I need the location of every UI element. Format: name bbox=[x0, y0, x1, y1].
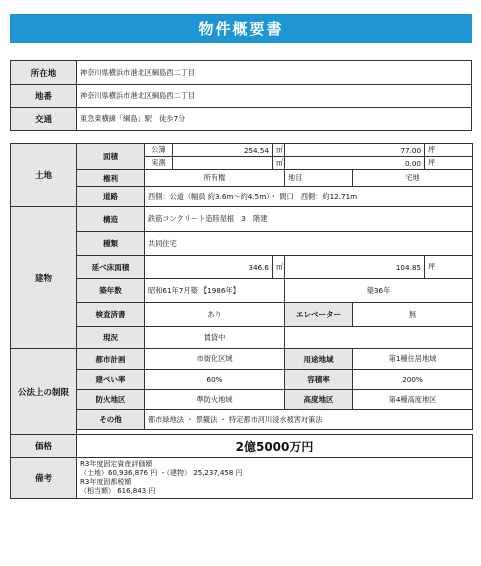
land-koubo-m2-unit: ㎡ bbox=[273, 144, 285, 157]
regulation-zoning-value: 第1種住居地域 bbox=[353, 349, 473, 370]
regulation-city-plan-label: 都市計画 bbox=[77, 349, 145, 370]
regulation-city-plan-value: 市街化区域 bbox=[145, 349, 285, 370]
building-status-label: 現況 bbox=[77, 327, 145, 349]
building-status-blank bbox=[285, 327, 473, 349]
building-structure-label: 構造 bbox=[77, 207, 145, 232]
building-type-value: 共同住宅 bbox=[145, 232, 473, 256]
land-jissoku-m2 bbox=[173, 157, 273, 170]
regulation-bcr-value: 60% bbox=[145, 370, 285, 390]
basic-info-table bbox=[10, 60, 472, 131]
transport-label: 交通 bbox=[11, 108, 77, 131]
remarks-line-3: R3年度固都税額 bbox=[80, 478, 132, 486]
remarks-label: 備考 bbox=[11, 458, 77, 499]
land-rights-label: 権利 bbox=[77, 170, 145, 187]
building-elevator-value: 無 bbox=[353, 303, 473, 327]
regulation-height-value: 第4種高度地区 bbox=[353, 390, 473, 410]
land-road-label: 道路 bbox=[77, 187, 145, 207]
price-label: 価格 bbox=[11, 435, 77, 458]
remarks-line-4: （相当額） 616,843 円 bbox=[80, 487, 156, 495]
regulation-zoning-label: 用途地域 bbox=[285, 349, 353, 370]
building-built-label: 築年数 bbox=[77, 279, 145, 303]
building-floor-tsubo: 104.85 bbox=[285, 256, 425, 279]
lot-value: 神奈川県横浜市港北区綱島西二丁目 bbox=[77, 85, 472, 108]
regulation-other-label: その他 bbox=[77, 410, 145, 430]
building-inspection-label: 検査済書 bbox=[77, 303, 145, 327]
land-area-label: 面積 bbox=[77, 144, 145, 170]
lot-label: 地番 bbox=[11, 85, 77, 108]
page-title: 物件概要書 bbox=[10, 14, 472, 43]
remarks-line-2: （土地）60,936,876 円 ・（建物） 25,237,458 円 bbox=[80, 469, 243, 477]
land-road-value: 西側：公道（幅員 約3.6m～約4.5m）・ 間口 西側：約12.71m bbox=[145, 187, 473, 207]
price-value: 2億5000万円 bbox=[77, 435, 473, 458]
building-floor-label: 延べ床面積 bbox=[77, 256, 145, 279]
land-chimoku-label: 地目 bbox=[285, 170, 353, 187]
regulation-other-value: 都市緑地法 ・ 景観法 ・ 特定都市河川浸水被害対策法 bbox=[145, 410, 473, 430]
land-jissoku-tsubo: 0.00 bbox=[285, 157, 425, 170]
building-built-value: 昭和61年7月築 【1986年】 bbox=[145, 279, 285, 303]
regulation-fire-value: 準防火地域 bbox=[145, 390, 285, 410]
location-value: 神奈川県横浜市港北区綱島西二丁目 bbox=[77, 61, 472, 85]
remarks-value bbox=[77, 458, 473, 499]
regulation-fire-label: 防火地区 bbox=[77, 390, 145, 410]
regulation-far-label: 容積率 bbox=[285, 370, 353, 390]
land-chimoku-value: 宅地 bbox=[353, 170, 473, 187]
land-koubo-tsubo-unit: 坪 bbox=[425, 144, 473, 157]
building-age-value: 築36年 bbox=[285, 279, 473, 303]
property-detail-table bbox=[10, 143, 473, 499]
building-floor-tsubo-unit: 坪 bbox=[425, 256, 473, 279]
land-jissoku-label: 実測 bbox=[145, 157, 173, 170]
land-koubo-tsubo: 77.00 bbox=[285, 144, 425, 157]
building-type-label: 種類 bbox=[77, 232, 145, 256]
building-floor-m2: 346.6 bbox=[145, 256, 273, 279]
building-label: 建物 bbox=[11, 207, 77, 349]
land-koubo-label: 公簿 bbox=[145, 144, 173, 157]
land-koubo-m2: 254.54 bbox=[173, 144, 273, 157]
building-elevator-label: エレベーター bbox=[285, 303, 353, 327]
land-jissoku-m2-unit: ㎡ bbox=[273, 157, 285, 170]
regulation-far-value: 200% bbox=[353, 370, 473, 390]
remarks-line-1: R3年度固定資産評価額 bbox=[80, 460, 153, 468]
building-inspection-value: あり bbox=[145, 303, 285, 327]
building-status-value: 賃貸中 bbox=[145, 327, 285, 349]
building-floor-m2-unit: ㎡ bbox=[273, 256, 285, 279]
regulation-height-label: 高度地区 bbox=[285, 390, 353, 410]
land-label: 土地 bbox=[11, 144, 77, 207]
location-label: 所在地 bbox=[11, 61, 77, 85]
land-rights-value: 所有権 bbox=[145, 170, 285, 187]
regulation-bcr-label: 建ぺい率 bbox=[77, 370, 145, 390]
transport-value: 東急東横線「綱島」駅 徒歩7分 bbox=[77, 108, 472, 131]
regulation-label: 公法上の制限 bbox=[11, 349, 77, 435]
land-jissoku-tsubo-unit: 坪 bbox=[425, 157, 473, 170]
building-structure-value: 鉄筋コンクリート造陸屋根 3 階建 bbox=[145, 207, 473, 232]
